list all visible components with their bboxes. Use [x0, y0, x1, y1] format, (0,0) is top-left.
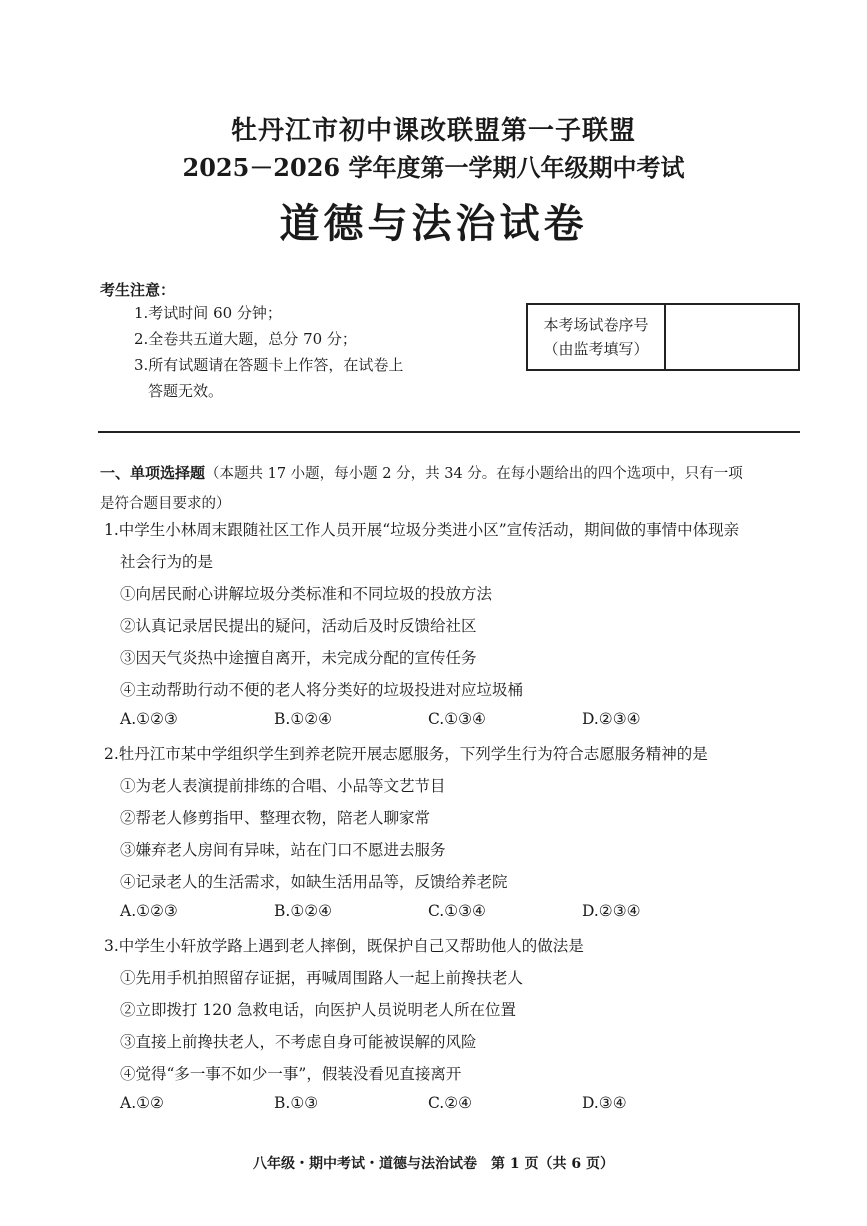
statement-item: ③因天气炎热中途擅自离开，未完成分配的宣传任务	[120, 649, 477, 667]
seat-number-label	[528, 305, 666, 369]
seat-number-box	[526, 303, 800, 371]
option-a: A.①②③	[120, 902, 178, 920]
section-desc-line1: （本题共 17 小题，每小题 2 分，共 34 分。在每小题给出的四个选项中，只有一项	[205, 466, 743, 482]
option-d: D.②③④	[582, 902, 641, 920]
option-b: B.①②④	[274, 902, 333, 920]
header-line2: 2025－2026 学年度第一学期八年级期中考试	[182, 153, 685, 182]
statement-item: ①向居民耐心讲解垃圾分类标准和不同垃圾的投放方法	[120, 585, 493, 603]
seat-number-field[interactable]	[666, 305, 798, 369]
question-stem: 社会行为的是	[120, 553, 214, 571]
seat-label-line1: 本考场试卷序号	[543, 316, 649, 334]
option-d: D.③④	[582, 1094, 627, 1112]
option-a: A.①②③	[120, 710, 178, 728]
notice-item: 答题无效。	[148, 382, 224, 400]
question-stem: 3.中学生小轩放学路上遇到老人摔倒，既保护自己又帮助他人的做法是	[104, 937, 584, 955]
option-c: C.①③④	[428, 902, 486, 920]
section-heading	[100, 458, 805, 519]
option-b: B.①③	[274, 1094, 319, 1112]
statement-item: ②帮老人修剪指甲、整理衣物，陪老人聊家常	[120, 809, 431, 827]
question-stem: 2.牡丹江市某中学组织学生到养老院开展志愿服务，下列学生行为符合志愿服务精神的是	[104, 745, 708, 763]
section-desc-line2: 是符合题目要求的）	[100, 496, 231, 512]
statement-item: ①为老人表演提前排练的合唱、小品等文艺节目	[120, 777, 446, 795]
statement-item: ②认真记录居民提出的疑问，活动后及时反馈给社区	[120, 617, 477, 635]
statement-item: ③直接上前搀扶老人，不考虑自身可能被误解的风险	[120, 1033, 477, 1051]
option-b: B.①②④	[274, 710, 333, 728]
statement-item: ④主动帮助行动不便的老人将分类好的垃圾投进对应垃圾桶	[120, 681, 524, 699]
option-a: A.①②	[120, 1094, 164, 1112]
notice-item: 3.所有试题请在答题卡上作答，在试卷上	[134, 356, 404, 374]
statement-item: ④记录老人的生活需求，如缺生活用品等，反馈给养老院	[120, 873, 508, 891]
option-c: C.①③④	[428, 710, 486, 728]
seat-label-line2: （由监考填写）	[543, 340, 649, 358]
statement-item: ①先用手机拍照留存证据，再喊周围路人一起上前搀扶老人	[120, 969, 524, 987]
header-line1: 牡丹江市初中课改联盟第一子联盟	[230, 116, 636, 146]
option-d: D.②③④	[582, 710, 641, 728]
divider	[98, 431, 800, 433]
notice-item: 2.全卷共五道大题，总分 70 分；	[134, 330, 357, 348]
option-c: C.②④	[428, 1094, 473, 1112]
question-stem: 1.中学生小林周末跟随社区工作人员开展“垃圾分类进小区”宣传活动，期间做的事情中体现亲	[104, 521, 740, 539]
statement-item: ②立即拨打 120 急救电话，向医护人员说明老人所在位置	[120, 1001, 516, 1019]
notice-list	[134, 300, 474, 404]
notice-item: 1.考试时间 60 分钟；	[134, 304, 282, 322]
page-footer: 八年级・期中考试・道德与法治试卷 第 1 页（共 6 页）	[253, 1156, 614, 1172]
exam-title: 道德与法治试卷	[279, 201, 588, 247]
statement-item: ③嫌弃老人房间有异味，站在门口不愿进去服务	[120, 841, 446, 859]
notice-heading: 考生注意：	[100, 281, 176, 299]
section-title: 一、单项选择题	[100, 464, 206, 482]
statement-item: ④觉得“多一事不如少一事”，假装没看见直接离开	[120, 1065, 462, 1083]
